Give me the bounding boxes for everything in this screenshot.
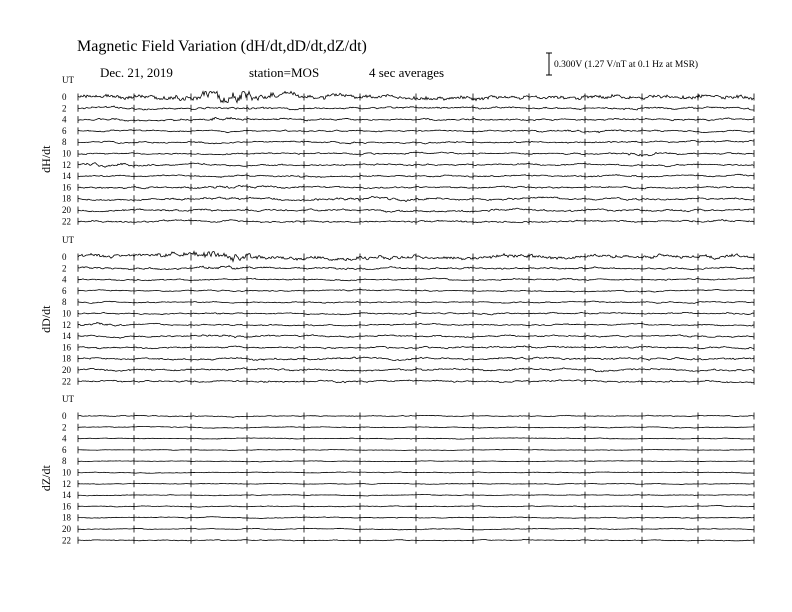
trace-label: 20 bbox=[62, 205, 71, 215]
trace-label: 16 bbox=[62, 182, 71, 193]
panel-axis-label: UT bbox=[62, 235, 74, 245]
scale-bar bbox=[546, 53, 552, 75]
trace-label: 18 bbox=[62, 193, 71, 204]
trace-label: 8 bbox=[62, 137, 67, 148]
panel-axis-label: UT bbox=[62, 394, 74, 404]
trace-label: 10 bbox=[62, 308, 71, 319]
trace-label: 8 bbox=[62, 456, 67, 467]
trace-label: 22 bbox=[62, 376, 71, 387]
trace-label: 0 bbox=[62, 252, 67, 262]
trace-label: 14 bbox=[62, 331, 71, 342]
chart-title: Magnetic Field Variation (dH/dt,dD/dt,dZ/dt) bbox=[77, 38, 367, 55]
trace-label: 16 bbox=[62, 342, 71, 353]
trace-label: 10 bbox=[62, 148, 71, 159]
trace-label: 4 bbox=[62, 433, 67, 444]
trace-label: 6 bbox=[62, 285, 67, 296]
trace-label: 0 bbox=[62, 411, 67, 421]
trace-label: 6 bbox=[62, 444, 67, 455]
panel-ylabel: dH/dt bbox=[39, 145, 53, 173]
trace-label: 8 bbox=[62, 297, 67, 308]
panel-dh-dt bbox=[39, 75, 754, 226]
trace-label: 22 bbox=[62, 216, 71, 227]
trace-label: 22 bbox=[62, 535, 71, 546]
trace-label: 14 bbox=[62, 490, 71, 501]
panel-ylabel: dD/dt bbox=[39, 305, 53, 333]
trace-label: 4 bbox=[62, 114, 67, 125]
averaging-label: 4 sec averages bbox=[369, 65, 445, 80]
trace-label: 14 bbox=[62, 171, 71, 182]
trace-label: 18 bbox=[62, 512, 71, 523]
panel-dz-dt bbox=[39, 394, 754, 545]
station-label: station=MOS bbox=[249, 65, 320, 80]
trace-label: 18 bbox=[62, 353, 71, 364]
panel-axis-label: UT bbox=[62, 75, 74, 85]
trace-label: 2 bbox=[62, 422, 67, 433]
trace-label: 4 bbox=[62, 274, 67, 285]
trace-label: 16 bbox=[62, 501, 71, 512]
panel-ylabel: dZ/dt bbox=[39, 465, 53, 492]
scale-bar-label: 0.300V (1.27 V/nT at 0.1 Hz at MSR) bbox=[554, 60, 699, 70]
date-label: Dec. 21, 2019 bbox=[100, 65, 173, 80]
trace-label: 20 bbox=[62, 524, 71, 534]
trace-label: 12 bbox=[62, 478, 71, 489]
trace-label: 10 bbox=[62, 467, 71, 478]
trace-label: 0 bbox=[62, 92, 67, 102]
trace-label: 20 bbox=[62, 365, 71, 375]
trace-label: 2 bbox=[62, 103, 67, 114]
trace-label: 2 bbox=[62, 263, 67, 274]
panel-dd-dt bbox=[39, 235, 754, 386]
trace-label: 6 bbox=[62, 125, 67, 136]
trace-label: 12 bbox=[62, 319, 71, 330]
trace-label: 12 bbox=[62, 159, 71, 170]
